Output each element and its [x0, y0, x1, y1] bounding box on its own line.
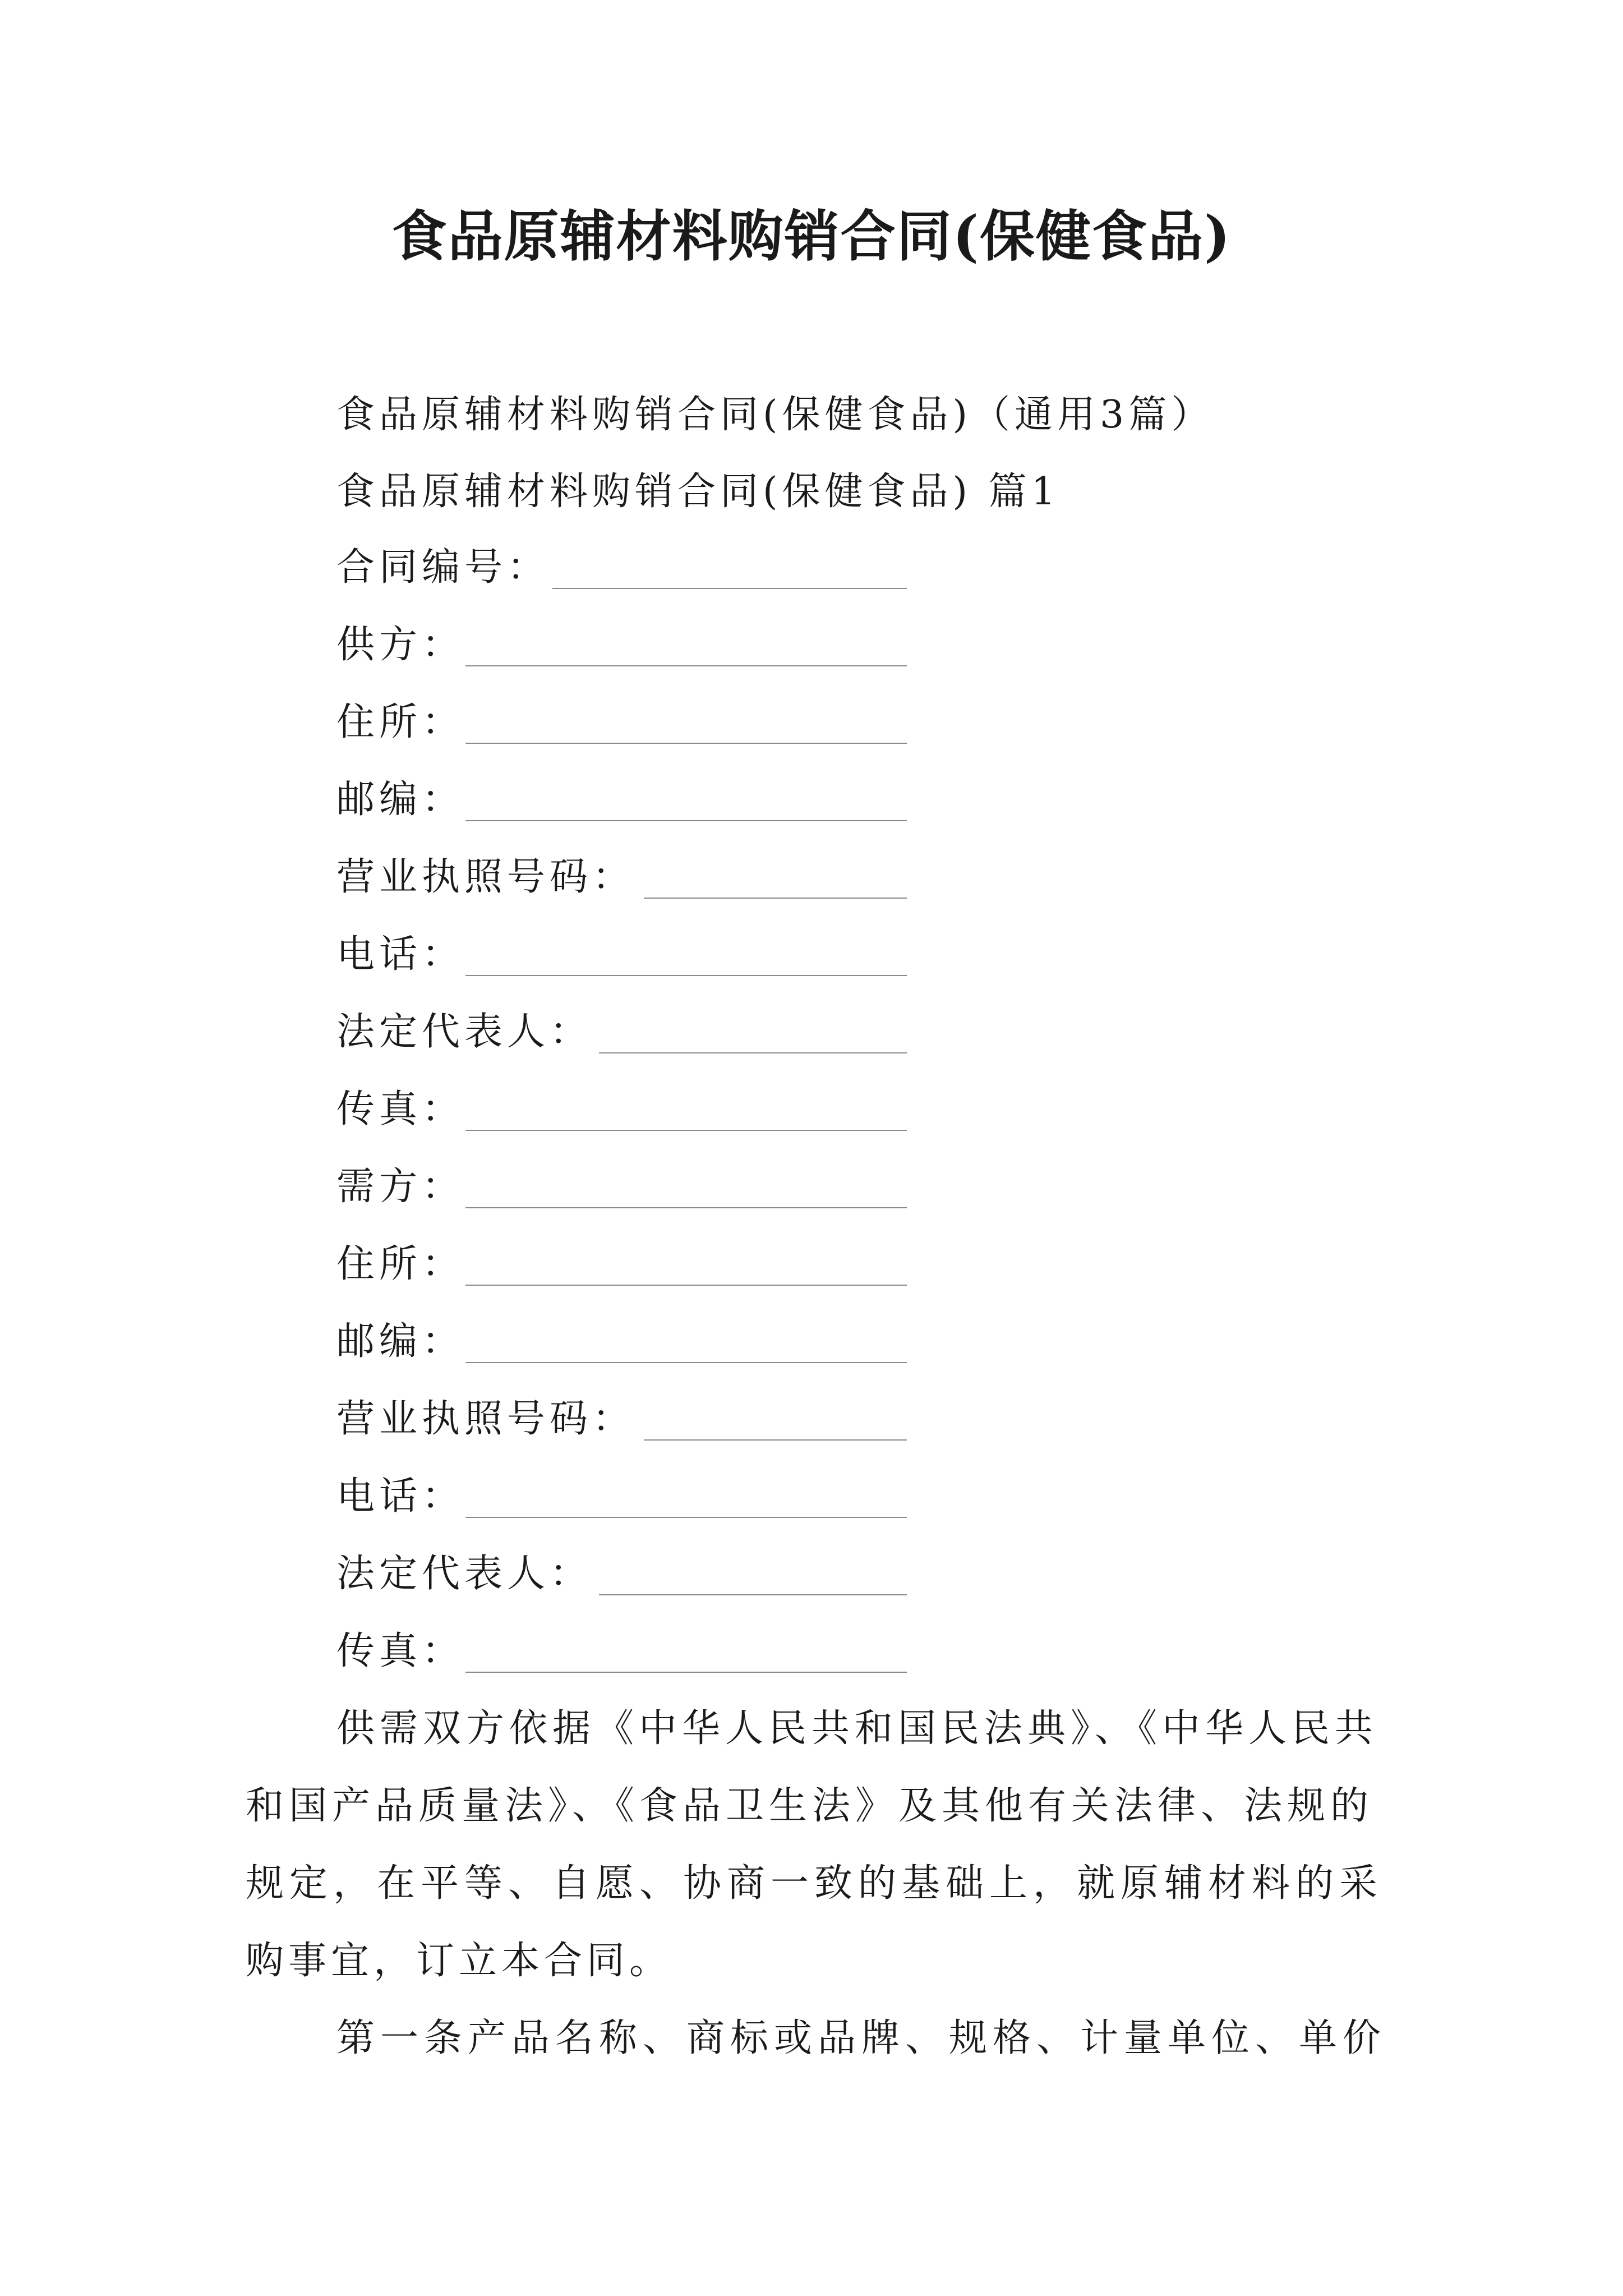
document-subtitle: 食品原辅材料购销合同(保健食品)（通用3篇）: [336, 393, 1214, 437]
field-supplier-address-blank: [465, 743, 907, 744]
field-supplier-postcode-label: 邮编：: [336, 777, 465, 822]
field-supplier-blank: [465, 665, 907, 666]
field-buyer-license-label: 营业执照号码：: [336, 1397, 635, 1441]
field-buyer-postcode-blank: [465, 1362, 907, 1363]
document-title: 食品原辅材料购销合同(保健食品): [391, 204, 1232, 269]
field-buyer-address-blank: [465, 1285, 907, 1286]
field-buyer-label: 需方：: [336, 1165, 465, 1209]
field-contract-number-label: 合同编号：: [336, 545, 550, 590]
field-buyer-blank: [465, 1207, 907, 1208]
field-buyer-fax-label: 传真：: [336, 1629, 465, 1673]
article-one-line: 第一条产品名称、商标或品牌、规格、计量单位、单价: [336, 2016, 1387, 2060]
paragraph-line: 规定，在平等、自愿、协商一致的基础上，就原辅材料的采: [246, 1861, 1384, 1906]
paragraph-line: 和国产品质量法》、《食品卫生法》及其他有关法律、法规的: [246, 1784, 1374, 1828]
field-buyer-phone-blank: [465, 1517, 907, 1518]
paragraph-line: 购事宜，订立本合同。: [246, 1939, 672, 1983]
field-buyer-license-blank: [644, 1439, 907, 1441]
paragraph-line: 供需双方依据《中华人民共和国民法典》、《中华人民共: [336, 1706, 1378, 1751]
field-supplier-postcode-blank: [465, 820, 907, 821]
field-supplier-legal-rep-label: 法定代表人：: [336, 1010, 593, 1054]
field-supplier-label: 供方：: [336, 623, 465, 667]
field-buyer-postcode-label: 邮编：: [336, 1319, 465, 1364]
field-buyer-fax-blank: [465, 1672, 907, 1673]
field-supplier-fax-label: 传真：: [336, 1087, 465, 1131]
field-supplier-address-label: 住所：: [336, 700, 465, 744]
field-buyer-phone-label: 电话：: [336, 1474, 465, 1519]
field-supplier-license-blank: [644, 898, 907, 899]
field-contract-number-blank: [552, 588, 907, 589]
field-buyer-legal-rep-blank: [599, 1594, 907, 1595]
field-supplier-phone-label: 电话：: [336, 932, 465, 977]
field-buyer-legal-rep-label: 法定代表人：: [336, 1552, 593, 1596]
field-supplier-legal-rep-blank: [599, 1052, 907, 1053]
field-buyer-address-label: 住所：: [336, 1242, 465, 1286]
field-supplier-license-label: 营业执照号码：: [336, 855, 635, 899]
field-supplier-fax-blank: [465, 1130, 907, 1131]
section-heading: 食品原辅材料购销合同(保健食品) 篇1: [336, 470, 1060, 514]
field-supplier-phone-blank: [465, 975, 907, 976]
